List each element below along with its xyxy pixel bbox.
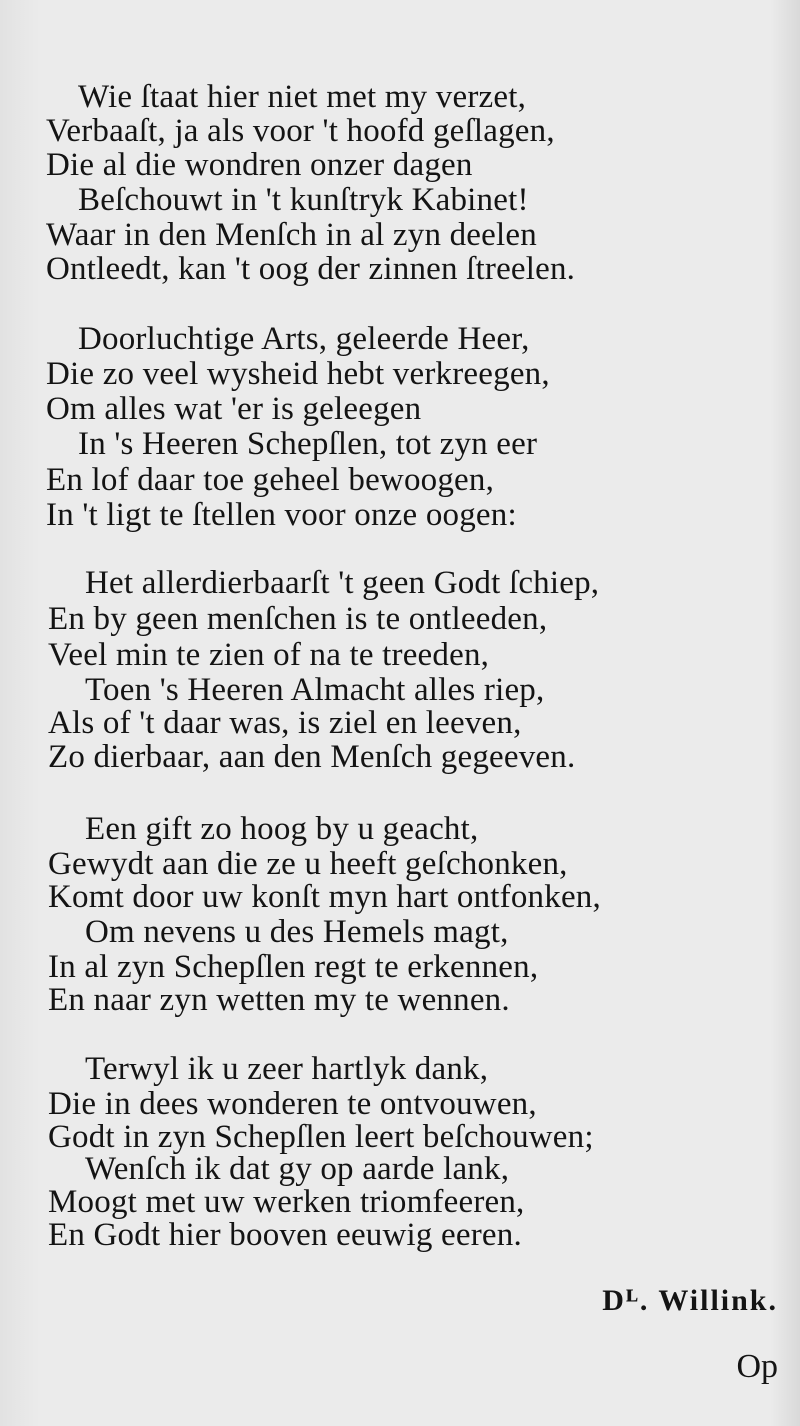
poem-line: Godt in zyn Schepſlen leert beſchouwen; <box>48 1119 594 1155</box>
poem-line: Om nevens u des Hemels magt, <box>85 914 509 950</box>
poem-line: Beſchouwt in 't kunſtryk Kabinet! <box>78 182 529 218</box>
poem-line: In al zyn Schepſlen regt te erkennen, <box>48 949 539 985</box>
poem-line: Een gift zo hoog by u geacht, <box>85 811 479 847</box>
poem-line: Die zo veel wysheid hebt verkreegen, <box>46 356 550 392</box>
poem-line: Die in dees wonderen te ontvouwen, <box>48 1086 537 1122</box>
poem-line: Zo dierbaar, aan den Menſch gegeeven. <box>48 739 576 775</box>
poem-line: Om alles wat 'er is geleegen <box>46 391 422 427</box>
poem-line: Terwyl ik u zeer hartlyk dank, <box>85 1051 489 1087</box>
poem-line: Veel min te zien of na te treeden, <box>48 637 490 673</box>
catchword: Op <box>736 1348 778 1385</box>
poem-line: Ontleedt, kan 't oog der zinnen ſtreelen. <box>46 251 576 287</box>
poem-line: En Godt hier booven eeuwig eeren. <box>48 1217 522 1253</box>
poem-line: Toen 's Heeren Almacht alles riep, <box>85 672 545 708</box>
poem-line: Wie ſtaat hier niet met my verzet, <box>78 79 527 115</box>
author-signature: Dᴸ. Willink. <box>602 1284 778 1317</box>
poem-line: Moogt met uw werken triomfeeren, <box>48 1184 525 1220</box>
poem-line: Gewydt aan die ze u heeft geſchonken, <box>48 846 568 882</box>
poem-line: Wenſch ik dat gy op aarde lank, <box>85 1151 510 1187</box>
poem-line: Verbaaſt, ja als voor 't hoofd geſlagen, <box>46 113 555 149</box>
poem-line: En naar zyn wetten my te wennen. <box>48 982 510 1018</box>
poem-line: In 's Heeren Schepſlen, tot zyn eer <box>78 426 538 462</box>
poem-line: In 't ligt te ſtellen voor onze oogen: <box>46 497 517 533</box>
poem-line: En lof daar toe geheel bewoogen, <box>46 462 495 498</box>
poem-line: Waar in den Menſch in al zyn deelen <box>46 217 537 253</box>
poem-line: Die al die wondren onzer dagen <box>46 147 473 183</box>
poem-line: Komt door uw konſt myn hart ontfonken, <box>48 879 601 915</box>
poem-line: En by geen menſchen is te ontleeden, <box>48 601 548 637</box>
poem-line: Als of 't daar was, is ziel en leeven, <box>48 705 522 741</box>
poem-line: Het allerdierbaarſt 't geen Godt ſchiep, <box>85 565 600 601</box>
poem-line: Doorluchtige Arts, geleerde Heer, <box>78 321 530 357</box>
